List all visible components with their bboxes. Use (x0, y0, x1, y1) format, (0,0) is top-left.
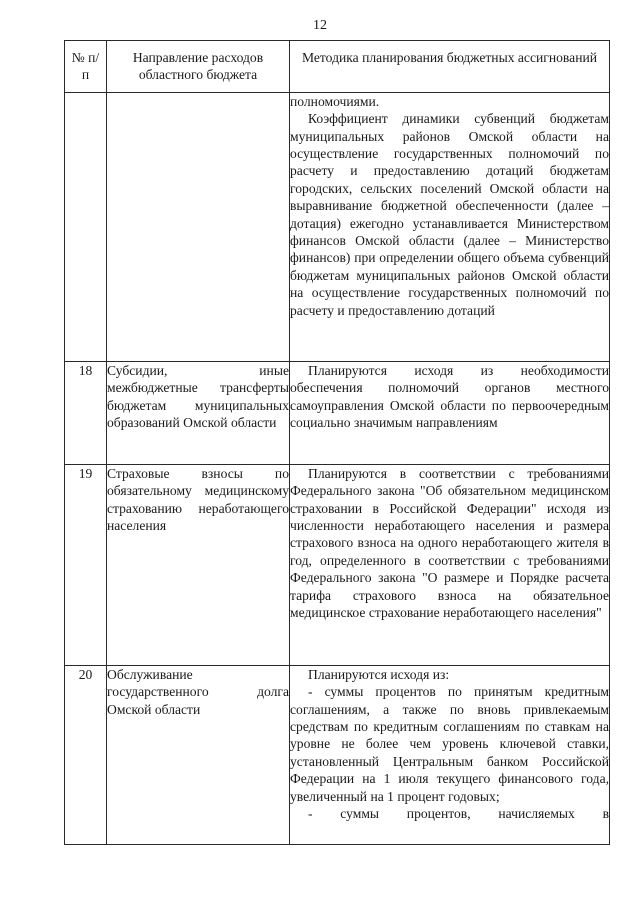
header-direction: Направление расходов областного бюджета (107, 41, 290, 93)
method-paragraph: полномочиями. (290, 93, 380, 109)
row-direction (107, 665, 290, 844)
direction-text: Обслуживание государственного долга Омской области (107, 666, 289, 717)
row-method (290, 665, 610, 844)
row-direction (107, 464, 290, 665)
row-direction (107, 92, 290, 361)
row-num: 20 (65, 665, 107, 844)
row-num: 18 (65, 361, 107, 464)
direction-text: Субсидии, иные межбюджетные трансферты бюджетам муниципальных образований Омской области (107, 362, 289, 431)
budget-method-table (64, 40, 610, 845)
method-paragraph: Планируются исходя из: (308, 666, 450, 682)
table-header-row (65, 41, 610, 93)
row-method (290, 361, 610, 464)
table-row (65, 92, 610, 361)
header-method: Методика планирования бюджетных ассигнований (290, 41, 610, 93)
method-paragraph: Планируются исходя из необходимости обеспечения полномочий органов местного самоуправления Омской области по первоочередным социально значимым направлениям (290, 362, 609, 431)
method-paragraph: - суммы процентов по принятым кредитным соглашениям, а также по вновь привлекаемым средствам по кредитным соглашениям по ставкам на уровне не более чем уровень ключевой ставки, установленный Центральным банком Российской Федерации на 1 июля текущего финансового года, увеличенный на 1 процент годовых; (290, 684, 609, 804)
method-paragraph: Планируются в соответствии с требованиями Федерального закона "Об обязательном медицинском страховании в Российской Федерации" исходя из численности неработающего населения и размера страхового взноса на одного неработающего жителя в год, определенного в соответствии с требованиями Федерального закона "О размере и Порядке расчета тарифа страхового взноса на обязательное медицинское страхование неработающего населения" (290, 465, 609, 621)
page-number: 12 (313, 18, 327, 33)
method-paragraph: Коэффициент динамики субвенций бюджетам муниципальных районов Омской области на осуществление государственных полномочий по расчету и предоставлению дотаций бюджетам городских, сельских поселений Омской области на выравнивание бюджетной обеспеченности (далее – дотация) ежегодно устанавливается Министерством финансов Омской области (далее – Министерство финансов) при определении общего объема субвенций бюджетам муниципальных районов Омской области на осуществление государственных полномочий по расчету и предоставлению дотаций (290, 111, 609, 318)
table-row (65, 361, 610, 464)
header-num: № п/п (65, 41, 107, 93)
method-paragraph: - суммы процентов, начисляемых в (308, 806, 609, 822)
direction-text: Страховые взносы по обязательному медицинскому страхованию неработающего населения (107, 465, 289, 534)
table-row (65, 665, 610, 844)
row-method (290, 92, 610, 361)
row-direction (107, 361, 290, 464)
row-num (65, 92, 107, 361)
row-method (290, 464, 610, 665)
table-row (65, 464, 610, 665)
row-num: 19 (65, 464, 107, 665)
